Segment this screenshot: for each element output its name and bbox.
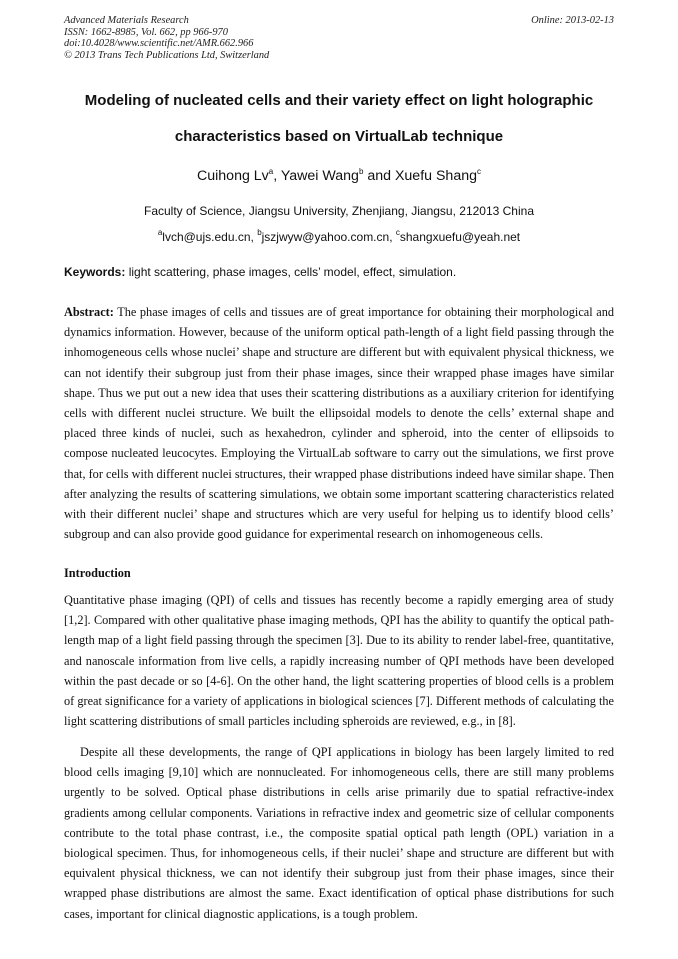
author-1: Cuihong Lv [197, 168, 269, 184]
issn-line: ISSN: 1662-8985, Vol. 662, pp 966-970 [64, 26, 228, 38]
email-1: lvch@ujs.edu.cn, [162, 230, 258, 244]
email-1-sup: a [157, 228, 163, 237]
intro-paragraph-2: Despite all these developments, the range of QPI applications in biology has been largely limited to red blood cells imaging [9,10] which are nonnucleated. For inhomogeneous cells, there are still many problems urgently to be solved. Optical phase distributions in cells arise primarily due to spatial refractive-index gradients among cellular components. Variations in refractive index and geometric size of cellular components contribute to the total phase contrast, i.e., the composite spatial optical path length (OPL) variation in a biological specimen. Thus, for inhomogeneous cells, if their nuclei’ shape and structure are different but with equivalent physical thickness, we can not identify their subgroup just from their phase images, since their wrapped phase distributions are almost the same. Exact identification of optical phase distributions for such cases, important for clinical diagnostic applications, is a tough problem. [64, 745, 614, 921]
keywords-text: light scattering, phase images, cells’ model, effect, simulation. [125, 265, 457, 279]
affiliation: Faculty of Science, Jiangsu University, Zhenjiang, Jiangsu, 212013 China [144, 204, 534, 218]
email-3: shangxuefu@yeah.net [399, 230, 521, 244]
author-1-sup: a [268, 167, 274, 176]
email-2-sup: b [257, 228, 262, 237]
author-3-sup: c [477, 167, 481, 176]
email-3-sup: c [395, 228, 400, 237]
journal-header [64, 15, 614, 61]
keywords [64, 265, 614, 279]
author-list [40, 167, 638, 184]
author-3: and Xuefu Shang [363, 168, 477, 184]
author-2-sup: b [358, 167, 364, 176]
keywords-label: Keywords: [64, 265, 126, 279]
copyright-line: © 2013 Trans Tech Publications Ltd, Switzerland [64, 49, 270, 61]
email-list [40, 228, 638, 244]
email-2: jszjwyw@yahoo.com.cn, [261, 230, 396, 244]
title-line-2: characteristics based on VirtualLab technique [174, 128, 504, 145]
abstract-text: The phase images of cells and tissues are of great importance for obtaining their morphological and dynamics information. However, because of the uniform optical path-length of a light field passing through the inhomogeneous cells whose nuclei’ shape and structure are different but with equivalent physical thickness, we can not identify their subgroup just from their phase images, since their wrapped phase images have similar shape. Thus we put out a new idea that uses their scattering distributions as a auxiliary criterion for identifying cells with different nuclei structure. We built the ellipsoidal models to denote the cells’ external shape and placed three kinds of nuclei, such as hexahedron, cylinder and spheroid, into the center of ellipsoids to compose nucleated leucocytes. Employing the VirtualLab software to carry out the simulations, we first prove that, for cells with different nuclei structures, their wrapped phase distributions indeed have similar shape. Then after analyzing the results of scattering simulations, we obtain some important scattering characteristics related with their different nuclei’ shape and structures which are very useful for helping us to identify blood cells’ subgroup and can also provide good guidance for experimental research on inhomogeneous cells. [64, 305, 615, 542]
online-date: Online: 2013-02-13 [531, 15, 614, 26]
intro-paragraph-1: Quantitative phase imaging (QPI) of cells and tissues has recently become a rapidly emerging area of study [1,2]. Compared with other qualitative phase imaging methods, QPI has the ability to quantify the optical path-length map of a light field passing through the specimen [3]. Due to its ability to render label-free, quantitative, and nanoscale information from live cells, a rapidly increasing number of QPI methods have been developed within the past decade or so [4-6]. On the other hand, the light scattering properties of blood cells is a problem of great significance for a variety of applications in biological sciences [7]. Different methods of calculating the light scattering distributions of small particles including spheroids are reviewed, e.g., in [8]. [64, 593, 614, 729]
author-2: , Yawei Wang [273, 168, 359, 184]
journal-name: Advanced Materials Research [64, 15, 189, 26]
section-heading-introduction: Introduction [64, 566, 131, 580]
abstract [64, 302, 614, 544]
title-line-1: Modeling of nucleated cells and their variety effect on light holographic [84, 92, 594, 109]
abstract-label: Abstract: [64, 305, 114, 319]
doi-line: doi:10.4028/www.scientific.net/AMR.662.966 [64, 38, 254, 50]
